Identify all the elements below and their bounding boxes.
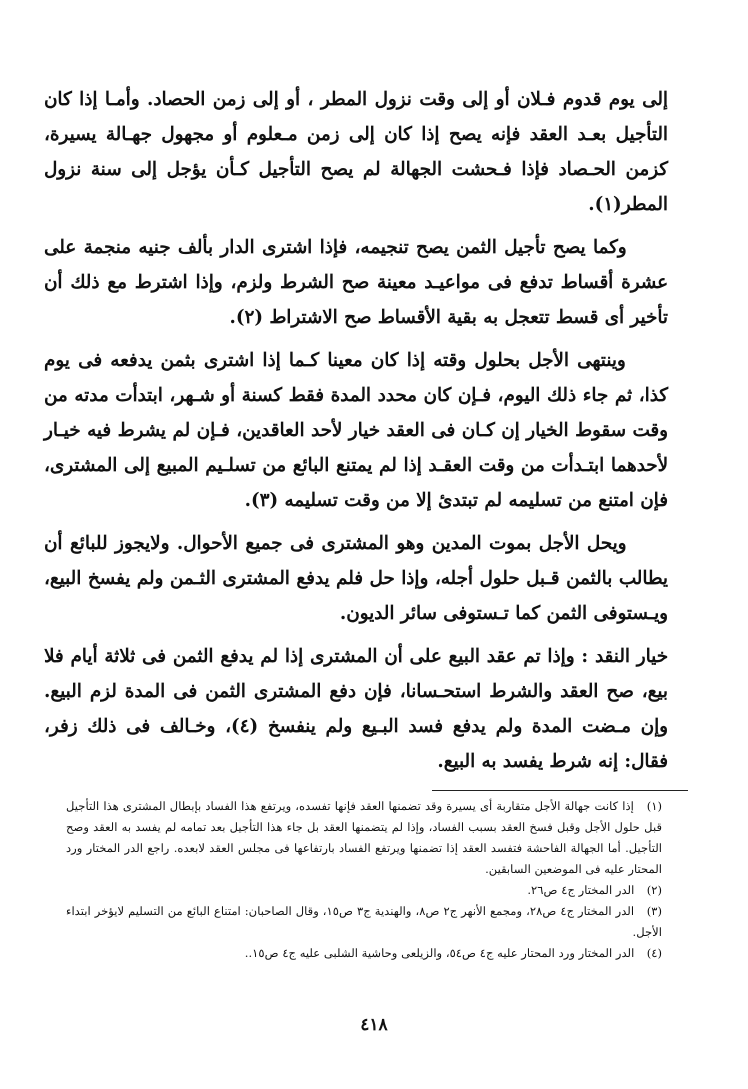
footnote-number: (١)	[646, 799, 662, 813]
text-line: إلى يوم قدوم فـلان أو إلى وقت نزول المطر ، أو إلى زمن الحصاد. وأمـا إذا كان	[44, 89, 668, 110]
paragraph-2	[44, 230, 668, 335]
main-text	[44, 82, 668, 787]
footnote-number: (٢)	[646, 883, 662, 897]
page-number: ٤١٨	[360, 1015, 388, 1035]
text-line: المشترى، فإن امتنع من تسليمه لم تبتدئ إلا من وقت تسليمه (٣).	[44, 455, 668, 511]
text-line: البيع. وإن مـضت المدة ولم يدفع فسد البـيع ولم ينفسخ (٤)، وخـالف فى ذلك	[44, 681, 668, 737]
text-line: المطر(١).	[588, 194, 668, 215]
section-heading: خيار النقد :	[581, 646, 668, 667]
footnote-separator	[432, 790, 688, 791]
text-line: كزمن الحـصاد فإذا فـحشت الجهالة لم يصح التأجيل كـأن يؤجل إلى سنة نزول	[44, 159, 668, 180]
footnote-number: (٣)	[646, 904, 663, 918]
footnote-3	[66, 901, 662, 943]
text-line: وينتهى الأجل بحلول وقته إذا كان معينا كـما إذا اشترى بثمن يدفعه فى يوم	[44, 350, 626, 371]
paragraph-5	[44, 639, 668, 779]
paragraph-3	[44, 343, 668, 518]
text-line: أن يطالب بالثمن قـبل حلول أجله، وإذا حل فلم يدفع المشترى الثـمن ولم يفسخ	[44, 533, 668, 589]
paragraph-1	[44, 82, 668, 222]
footnote-text: الدر المختار ج٤ ص٢٦.	[527, 883, 635, 897]
text-line: خيـار لأحدهما ابتـدأت من وقت العقـد إذا لم يمتنع البائع من تسلـيم المبيع إلى	[44, 420, 668, 476]
footnote-2	[66, 880, 662, 901]
text-line: أيام فلا بيع، صح العقد والشرط استحـسانا، فإن دفع المشترى الثمن فى المدة لزم	[44, 646, 668, 702]
footnotes	[66, 796, 662, 964]
footnote-text: الدر المختار ورد المحتار عليه ج٤ ص٥٤، والزيلعى وحاشية الشلبى عليه ج٤ ص١٥..	[244, 946, 635, 960]
footnote-number: (٤)	[646, 946, 662, 960]
text-line: من وقت سقوط الخيار إن كـان فى العقد خيار لأحد العاقدين، فـإن لم يشرط فيه	[44, 385, 668, 441]
text-line: على عشرة أقساط تدفع فى مواعيـد معينة صح الشرط ولزم، وإذا اشترط مع ذلك	[44, 237, 668, 293]
text-line: ويحل الأجل بموت المدين وهو المشترى فى جميع الأحوال. ولايجوز للبائع	[70, 533, 627, 554]
text-line: وكما يصح تأجيل الثمن يصح تنجيمه، فإذا اشترى الدار بألف جنيه منجمة	[83, 237, 627, 258]
paragraph-4	[44, 526, 668, 631]
footnote-text: الدر المختار ج٤ ص٢٨، ومجمع الأنهر ج٢ ص٨، والهندية ج٣ ص١٥، وقال الصاحبان: امتناع البائع من التسليم لايؤخر ابتداء الأجل.	[66, 904, 662, 939]
text-line: زفر، فقال: إنه شرط يفسد به البيع.	[44, 716, 668, 772]
text-line: وإذا تم عقد البيع على أن المشترى إذا لم يدفع الثمن فى ثلاثة	[104, 646, 575, 667]
text-line: البيع، ويـستوفى الثمن كما تـستوفى سائر الديون.	[44, 568, 668, 624]
text-line: كذا، ثم جاء ذلك اليوم، فـإن كان محدد المدة فقط كسنة أو شـهر، ابتدأت مدته	[74, 385, 668, 406]
footnote-1	[66, 796, 662, 880]
footnote-4	[66, 943, 662, 964]
text-line: أن تأخير أى قسط تتعجل به بقية الأقساط صح الاشتراط (٢).	[44, 272, 668, 328]
footnote-text: إذا كانت جهالة الأجل متقاربة أى يسيرة وقد تضمنها العقد فإنها تفسده، ويرتفع هذا الفساد بإبطال المشترى هذا التأجيل قبل حلول الأجل وقبل فسخ العقد بسبب الفساد، وإذا لم يتضمنها العقد بل جاء هذا التأجيل بعد تمامه لم يفسد به العقد وصح التأجيل. أما الجهالة الفاحشة فتفسد العقد إذا تضمنها ويرتفع الفساد بارتفاعها فى مجلس العقد لابعده. راجع الدر المختار ورد المحتار عليه فى الموضعين السابقين.	[66, 799, 662, 876]
text-line: التأجيل بعـد العقد فإنه يصح إذا كان إلى زمن مـعلوم أو مجهول جهـالة يسيرة،	[44, 124, 668, 145]
